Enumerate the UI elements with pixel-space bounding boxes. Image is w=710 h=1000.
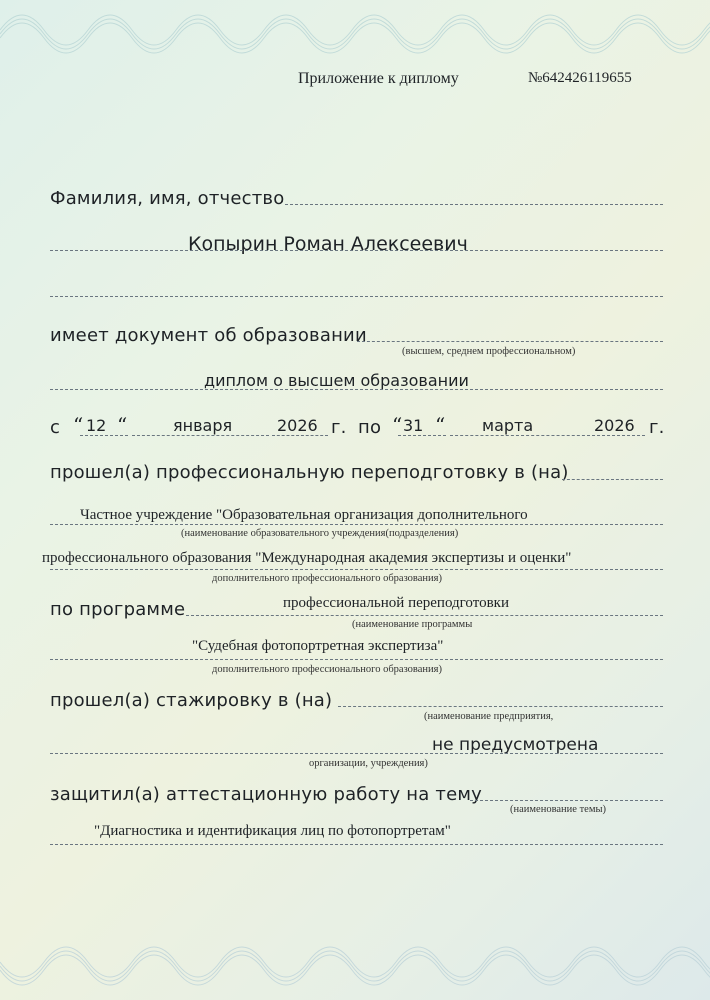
education-underline-1 bbox=[357, 341, 663, 342]
fio-underline-3 bbox=[50, 296, 663, 297]
retraining-underline-2 bbox=[50, 524, 663, 525]
fio-underline-1 bbox=[285, 204, 663, 205]
thesis-underline-1 bbox=[470, 800, 663, 801]
retraining-hint-2: дополнительного профессионального образования) bbox=[212, 573, 442, 584]
period-to-month: марта bbox=[482, 416, 534, 435]
period-year-suffix-2: г. bbox=[649, 417, 665, 438]
period-year-suffix-1: г. bbox=[331, 417, 347, 438]
retraining-underline-1 bbox=[562, 479, 663, 480]
period-to-year: 2026 bbox=[594, 416, 635, 435]
fio-underline-2 bbox=[50, 250, 663, 251]
thesis-hint: (наименование темы) bbox=[510, 804, 607, 815]
thesis-value: "Диагностика и идентификация лиц по фотопортретам" bbox=[94, 823, 451, 839]
retraining-label: прошел(а) профессиональную переподготовку в (на) bbox=[50, 462, 569, 483]
period-to-prefix: по bbox=[358, 417, 382, 438]
period-quote-open-2: “ bbox=[392, 413, 403, 437]
period-quote-close-1: “ bbox=[117, 413, 128, 437]
internship-hint-2: организации, учреждения) bbox=[309, 758, 428, 769]
document-number: №642426119655 bbox=[528, 70, 632, 86]
period-from-month-underline bbox=[132, 435, 269, 436]
thesis-label: защитил(а) аттестационную работу на тему bbox=[50, 784, 482, 805]
education-label: имеет документ об образовании bbox=[50, 325, 367, 346]
internship-label: прошел(а) стажировку в (на) bbox=[50, 690, 333, 711]
program-hint-2: дополнительного профессионального образования) bbox=[212, 664, 442, 675]
period-from-prefix: с bbox=[50, 417, 61, 438]
period-to-day: 31 bbox=[403, 416, 424, 435]
education-hint: (высшем, среднем профессиональном) bbox=[402, 346, 576, 357]
internship-underline-2 bbox=[50, 753, 663, 754]
program-label: по программе bbox=[50, 599, 186, 620]
program-underline-2 bbox=[50, 659, 663, 660]
period-from-month: января bbox=[173, 416, 233, 435]
internship-underline-1 bbox=[338, 706, 663, 707]
fio-value: Копырин Роман Алексеевич bbox=[188, 233, 468, 255]
thesis-underline-2 bbox=[50, 844, 663, 845]
program-underline-1 bbox=[186, 615, 663, 616]
guilloche-border-bottom bbox=[0, 940, 710, 1000]
internship-hint-1: (наименование предприятия, bbox=[424, 711, 554, 722]
period-from-year: 2026 bbox=[277, 416, 318, 435]
retraining-org-line-2: профессионального образования "Международная академия экспертизы и оценки" bbox=[42, 550, 572, 566]
internship-value: не предусмотрена bbox=[432, 735, 599, 755]
program-value-2: "Судебная фотопортретная экспертиза" bbox=[192, 638, 444, 654]
period-quote-close-2: “ bbox=[435, 413, 446, 437]
retraining-org-line-1: Частное учреждение "Образовательная организация дополнительного bbox=[80, 507, 528, 523]
period-from-day-underline bbox=[80, 435, 128, 436]
period-from-year-underline bbox=[272, 435, 328, 436]
education-underline-2 bbox=[50, 389, 663, 390]
document-title: Приложение к диплому bbox=[298, 70, 459, 87]
period-from-day: 12 bbox=[86, 416, 107, 435]
period-quote-open-1: “ bbox=[73, 413, 84, 437]
period-to-year-underline bbox=[592, 435, 645, 436]
program-hint-1: (наименование программы bbox=[352, 619, 473, 630]
program-value-1: профессиональной переподготовки bbox=[283, 595, 509, 611]
retraining-underline-3 bbox=[50, 569, 663, 570]
period-to-month-underline bbox=[450, 435, 590, 436]
period-to-day-underline bbox=[398, 435, 446, 436]
retraining-hint-1: (наименование образовательного учреждения(подразделения) bbox=[181, 528, 459, 539]
education-value: диплом о высшем образовании bbox=[204, 371, 469, 390]
fio-label: Фамилия, имя, отчество bbox=[50, 188, 285, 209]
guilloche-border-top bbox=[0, 0, 710, 60]
